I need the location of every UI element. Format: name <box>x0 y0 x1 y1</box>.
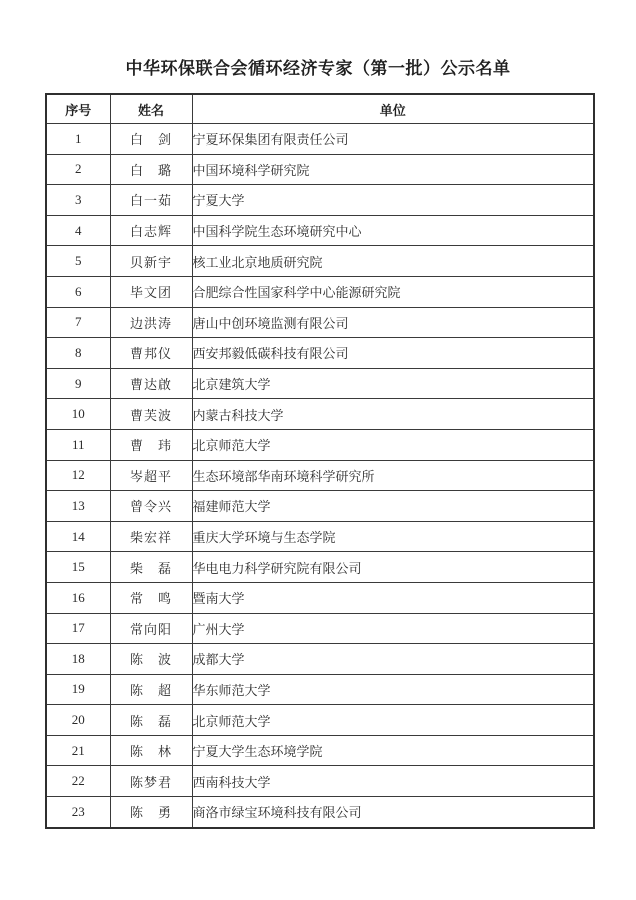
serial-number-cell: 14 <box>46 521 110 552</box>
organization-cell: 宁夏大学生态环境学院 <box>192 735 594 766</box>
serial-number-cell: 5 <box>46 246 110 277</box>
serial-number-cell: 12 <box>46 460 110 491</box>
header-organization: 单位 <box>192 94 594 124</box>
page-title: 中华环保联合会循环经济专家（第一批）公示名单 <box>125 59 511 78</box>
name-cell: 陈 超 <box>110 674 192 705</box>
organization-cell: 福建师范大学 <box>192 491 594 522</box>
name-cell: 柴宏祥 <box>110 521 192 552</box>
name-cell: 边洪涛 <box>110 307 192 338</box>
serial-number-cell: 10 <box>46 399 110 430</box>
serial-number-cell: 15 <box>46 552 110 583</box>
serial-number-cell: 4 <box>46 215 110 246</box>
serial-number-cell: 6 <box>46 276 110 307</box>
name-cell: 陈梦君 <box>110 766 192 797</box>
organization-cell: 暨南大学 <box>192 582 594 613</box>
table-row <box>46 491 594 522</box>
table-row <box>46 521 594 552</box>
name-cell: 白 剑 <box>110 124 192 155</box>
table-row <box>46 307 594 338</box>
serial-number-cell: 9 <box>46 368 110 399</box>
serial-number-cell: 7 <box>46 307 110 338</box>
serial-number-cell: 16 <box>46 582 110 613</box>
table-row <box>46 368 594 399</box>
serial-number-cell: 8 <box>46 338 110 369</box>
name-cell: 曹达啟 <box>110 368 192 399</box>
table-row <box>46 552 594 583</box>
organization-cell: 北京建筑大学 <box>192 368 594 399</box>
table-row <box>46 797 594 828</box>
header-serial-number: 序号 <box>46 94 110 124</box>
table-row <box>46 735 594 766</box>
table-row <box>46 460 594 491</box>
table-row <box>46 185 594 216</box>
table-row <box>46 644 594 675</box>
name-cell: 常向阳 <box>110 613 192 644</box>
table-body <box>46 124 594 828</box>
table-row <box>46 276 594 307</box>
name-cell: 柴 磊 <box>110 552 192 583</box>
name-cell: 岑超平 <box>110 460 192 491</box>
serial-number-cell: 11 <box>46 429 110 460</box>
serial-number-cell: 17 <box>46 613 110 644</box>
serial-number-cell: 3 <box>46 185 110 216</box>
name-cell: 毕文团 <box>110 276 192 307</box>
organization-cell: 华东师范大学 <box>192 674 594 705</box>
organization-cell: 商洛市绿宝环境科技有限公司 <box>192 797 594 828</box>
organization-cell: 重庆大学环境与生态学院 <box>192 521 594 552</box>
name-cell: 白志辉 <box>110 215 192 246</box>
serial-number-cell: 22 <box>46 766 110 797</box>
organization-cell: 广州大学 <box>192 613 594 644</box>
table-row <box>46 429 594 460</box>
serial-number-cell: 13 <box>46 491 110 522</box>
name-cell: 曹邦仪 <box>110 338 192 369</box>
organization-cell: 核工业北京地质研究院 <box>192 246 594 277</box>
table-row <box>46 582 594 613</box>
organization-cell: 北京师范大学 <box>192 705 594 736</box>
name-cell: 白一茹 <box>110 185 192 216</box>
serial-number-cell: 23 <box>46 797 110 828</box>
organization-cell: 西南科技大学 <box>192 766 594 797</box>
table-row <box>46 674 594 705</box>
name-cell: 陈 林 <box>110 735 192 766</box>
serial-number-cell: 2 <box>46 154 110 185</box>
organization-cell: 宁夏大学 <box>192 185 594 216</box>
name-cell: 白 璐 <box>110 154 192 185</box>
table-header-row <box>46 94 594 124</box>
name-cell: 常 鸣 <box>110 582 192 613</box>
organization-cell: 北京师范大学 <box>192 429 594 460</box>
organization-cell: 生态环境部华南环境科学研究所 <box>192 460 594 491</box>
table-row <box>46 154 594 185</box>
table-row <box>46 766 594 797</box>
serial-number-cell: 19 <box>46 674 110 705</box>
table-row <box>46 124 594 155</box>
serial-number-cell: 20 <box>46 705 110 736</box>
serial-number-cell: 21 <box>46 735 110 766</box>
table-row <box>46 246 594 277</box>
table-row <box>46 613 594 644</box>
table-row <box>46 338 594 369</box>
organization-cell: 中国环境科学研究院 <box>192 154 594 185</box>
organization-cell: 中国科学院生态环境研究中心 <box>192 215 594 246</box>
organization-cell: 宁夏环保集团有限责任公司 <box>192 124 594 155</box>
organization-cell: 唐山中创环境监测有限公司 <box>192 307 594 338</box>
name-cell: 曹 玮 <box>110 429 192 460</box>
experts-table <box>45 93 595 829</box>
name-cell: 曹芙波 <box>110 399 192 430</box>
serial-number-cell: 18 <box>46 644 110 675</box>
organization-cell: 合肥综合性国家科学中心能源研究院 <box>192 276 594 307</box>
name-cell: 陈 勇 <box>110 797 192 828</box>
name-cell: 陈 磊 <box>110 705 192 736</box>
table-row <box>46 215 594 246</box>
name-cell: 曾令兴 <box>110 491 192 522</box>
serial-number-cell: 1 <box>46 124 110 155</box>
name-cell: 贝新宇 <box>110 246 192 277</box>
table-row <box>46 705 594 736</box>
table-row <box>46 399 594 430</box>
organization-cell: 西安邦毅低碳科技有限公司 <box>192 338 594 369</box>
organization-cell: 华电电力科学研究院有限公司 <box>192 552 594 583</box>
organization-cell: 成都大学 <box>192 644 594 675</box>
header-name: 姓名 <box>110 94 192 124</box>
organization-cell: 内蒙古科技大学 <box>192 399 594 430</box>
name-cell: 陈 波 <box>110 644 192 675</box>
